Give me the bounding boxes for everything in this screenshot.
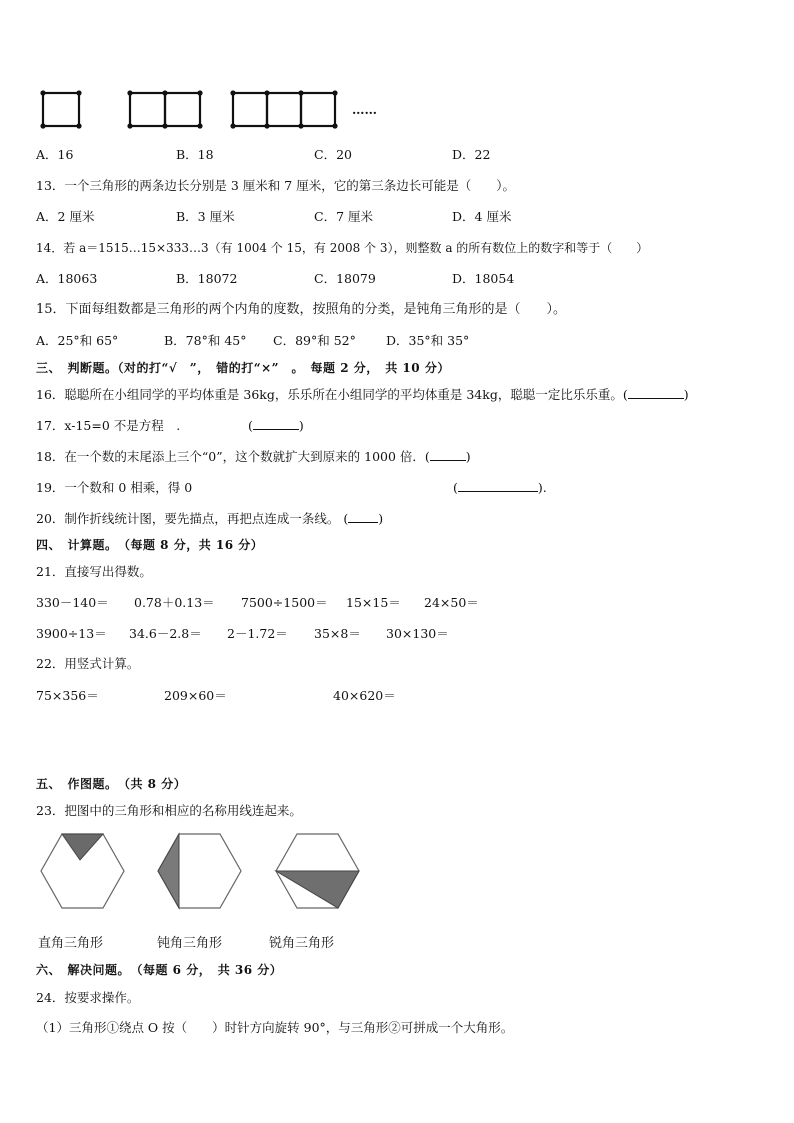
q14-option-d[interactable]: D．18054 [452,271,515,286]
q14-option-a[interactable]: A．18063 [36,271,98,286]
q19-answer [453,480,547,496]
q18-text: 18．在一个数的末尾添上三个“0”，这个数就扩大到原来的 1000 倍．( [36,449,430,464]
section-6-heading: 六、 解决问题。 （每题 6 分， 共 36 分） [36,963,283,977]
q17-close-paren: ) [298,418,304,433]
q12-option-a[interactable]: A．16 [36,147,74,162]
q16-text: 16．聪聪所在小组同学的平均体重是 36kg，乐乐所在小组同学的平均体重是 34kg，聪聪一定比乐乐重。( [36,387,628,402]
q23-label-right-triangle[interactable]: 直角三角形 [38,936,104,951]
q16-line [36,387,689,403]
q17-answer [248,418,304,434]
q15-option-d[interactable]: D．35°和 35° [386,333,470,348]
q22-stem: 22．用竖式计算。 [36,656,140,671]
q23-stem: 23．把图中的三角形和相应的名称用线连起来。 [36,803,302,818]
q20-close-paren: ) [378,511,384,526]
q21-row2-item1: 3900÷13＝ [36,626,107,641]
q21-row2-item4: 35×8＝ [314,626,361,641]
q13-option-c[interactable]: C．7 厘米 [314,209,373,224]
q24-stem: 24．按要求操作。 [36,990,140,1005]
q21-row2-item2: 34.6－2.8＝ [129,626,202,641]
q22-item3: 40×620＝ [333,688,396,703]
q21-row1-item4: 15×15＝ [346,595,401,610]
q17-answer-blank[interactable] [253,418,299,430]
q21-row2-item5: 30×130＝ [386,626,449,641]
q14-option-c[interactable]: C．18079 [314,271,376,286]
q12-option-d[interactable]: D．22 [452,147,491,162]
q19-answer-blank[interactable] [458,480,538,492]
q19-open-paren: ( [453,480,458,495]
q14-option-b[interactable]: B．18072 [176,271,238,286]
q14-stem: 14．若 a＝1515…15×333…3（有 1004 个 15，有 2008 个 3），则整数 a 的所有数位上的数字和等于（ ） [36,241,649,255]
section-3-heading: 三、 判断题。（对的打“√ ”， 错的打“×” 。 每题 2 分， 共 10 分） [36,361,450,375]
q18-answer-blank[interactable] [430,449,466,461]
matchstick-square-3b [267,93,301,126]
matchstick-square-3c [301,93,335,126]
q13-option-d[interactable]: D．4 厘米 [452,209,512,224]
matchstick-square-3a [233,93,267,126]
q16-answer-blank[interactable] [628,387,684,399]
q15-option-b[interactable]: B．78°和 45° [164,333,247,348]
q18-line [36,449,471,465]
q17-text: 17．x-15=0 不是方程 . [36,418,181,433]
matchstick-squares-figure [0,0,794,140]
q22-item2: 209×60＝ [164,688,227,703]
q12-option-c[interactable]: C．20 [314,147,352,162]
q21-row1-item3: 7500÷1500＝ [241,595,328,610]
q23-label-acute-triangle[interactable]: 锐角三角形 [269,936,335,951]
q21-row1-item1: 330－140＝ [36,595,109,610]
q15-stem: 15．下面每组数都是三角形的两个内角的度数，按照角的分类，是钝角三角形的是（ ）。 [36,302,567,317]
hexagon-acute-triangle[interactable] [276,834,359,908]
q18-close-paren: ) [465,449,471,464]
obtuse-triangle-shape [158,834,179,908]
hexagon-obtuse-triangle[interactable] [158,834,241,908]
section-5-heading: 五、 作图题。 （共 8 分） [36,777,187,791]
q15-option-c[interactable]: C．89°和 52° [273,333,356,348]
hexagon-right-triangle[interactable] [41,834,124,908]
q21-row1-item5: 24×50＝ [424,595,479,610]
q21-row2-item3: 2－1.72＝ [227,626,288,641]
matchstick-square-1 [43,93,79,126]
q13-option-a[interactable]: A．2 厘米 [36,209,95,224]
q22-item1: 75×356＝ [36,688,99,703]
q20-answer-blank[interactable] [348,511,378,523]
q20-line [36,511,383,527]
q23-label-obtuse-triangle[interactable]: 钝角三角形 [157,936,223,951]
q13-stem: 13．一个三角形的两条边长分别是 3 厘米和 7 厘米，它的第三条边长可能是（ ）。 [36,178,515,193]
q24-sub1: （1）三角形①绕点 O 按（ ）时针方向旋转 90°，与三角形②可拼成一个大角形。 [36,1020,514,1035]
section-4-heading: 四、 计算题。 （每题 8 分，共 16 分） [36,538,264,552]
figure-ellipsis: …… [352,102,377,117]
q23-hexagon-figures [0,820,794,920]
q19-text: 19．一个数和 0 相乘，得 0 [36,480,193,495]
q19-close-paren: ). [537,480,547,495]
matchstick-square-2b [165,93,200,126]
q13-option-b[interactable]: B．3 厘米 [176,209,235,224]
q21-row1-item2: 0.78＋0.13＝ [134,595,215,610]
q21-stem: 21．直接写出得数。 [36,564,152,579]
q12-option-b[interactable]: B．18 [176,147,214,162]
q16-close-paren: ) [683,387,689,402]
matchstick-square-2a [130,93,165,126]
q15-option-a[interactable]: A．25°和 65° [36,333,119,348]
q20-text: 20．制作折线统计图，要先描点，再把点连成一条线。 ( [36,511,349,526]
q17-open-paren: ( [248,418,253,433]
